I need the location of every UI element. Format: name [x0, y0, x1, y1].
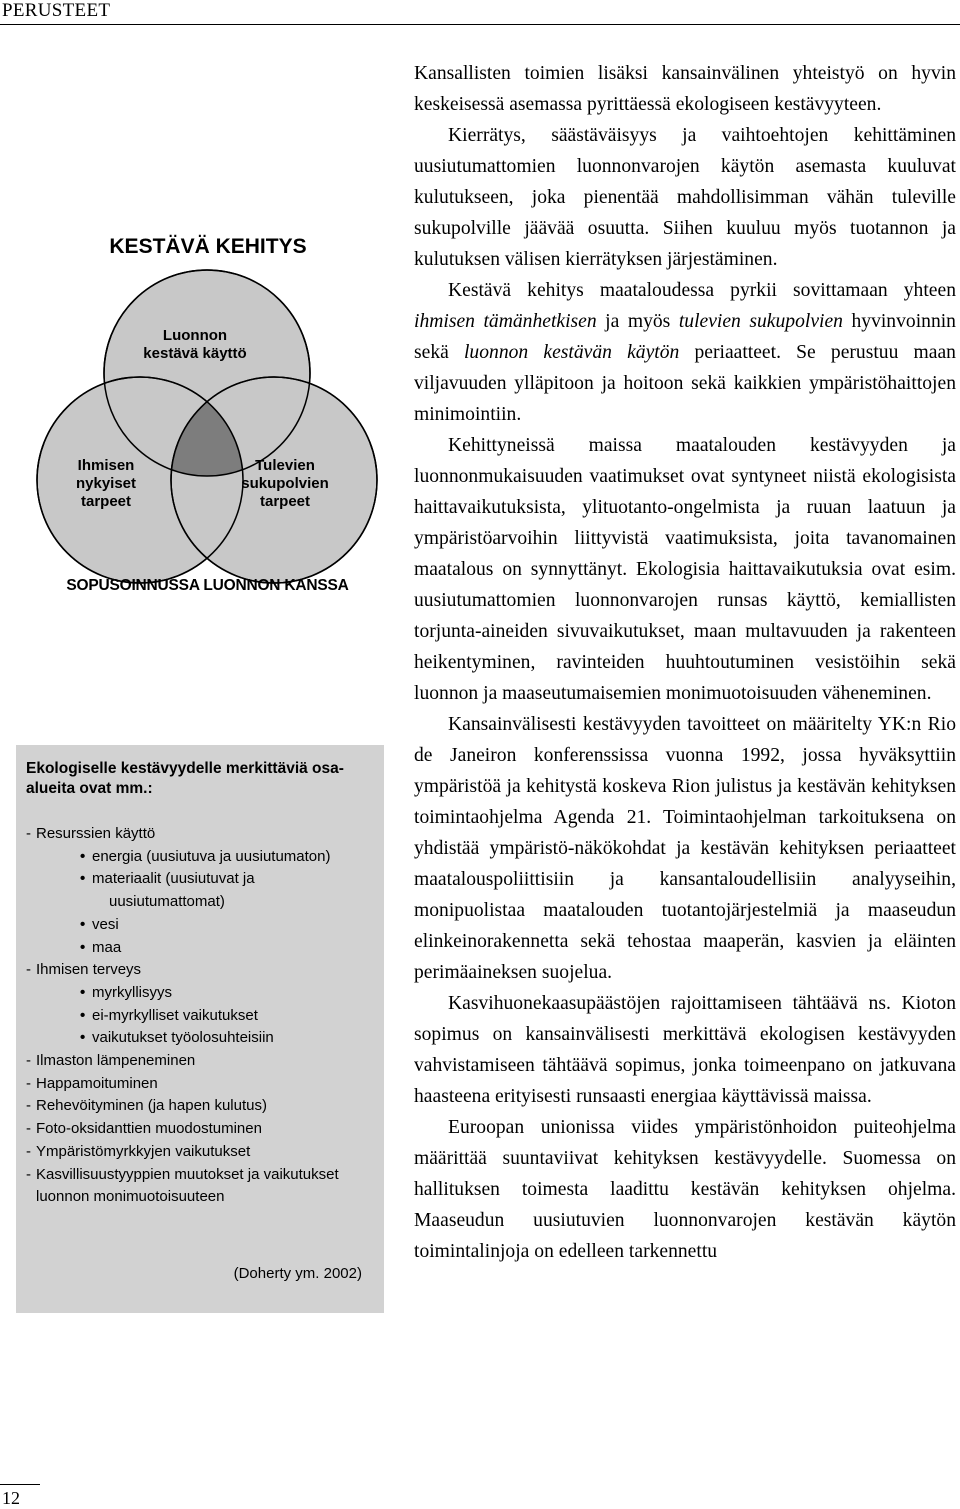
- info-box-list-item: [26, 846, 374, 869]
- venn-title: KESTÄVÄ KEHITYS: [109, 235, 307, 258]
- section-label: PERUSTEET: [2, 0, 111, 21]
- footer-rule: [0, 1484, 40, 1486]
- info-box-list-text: vaikutukset työolosuhteisiin: [92, 1029, 274, 1047]
- info-box-list-item: [26, 1073, 374, 1096]
- venn-label-left: Ihmisen nykyiset tarpeet: [75, 457, 137, 510]
- paragraph: Kierrätys, säästäväisyys ja vaihtoehtojen kehittäminen uusiutumattomien luonnonvarojen käytön asemasta kuuluvat kulutukseen, joka pienentää mahdollisimman vähän tuleville sukupolville jäävää osuutta. Siihen kuuluu myös tuotannon ja kulutuksen välisen kierrätyksen järjestäminen.: [414, 125, 956, 270]
- info-box-list-text: Foto-oksidanttien muodostuminen: [36, 1120, 262, 1138]
- info-box-list-text: Ihmisen terveys: [36, 961, 142, 979]
- bullet-icon: •: [80, 870, 86, 888]
- venn-label-right: Tulevien sukupolvien tarpeet: [241, 457, 329, 510]
- bullet-icon: •: [80, 847, 86, 865]
- bullet-icon: •: [80, 938, 86, 956]
- info-box-list-item: [26, 937, 374, 960]
- info-box-list-item: [26, 1141, 374, 1164]
- info-box-list-text: ei-myrkylliset vaikutukset: [92, 1006, 258, 1024]
- venn-label-top: Luonnon kestävä käyttö: [143, 327, 247, 362]
- info-box-list-item: [26, 982, 374, 1005]
- dash-marker: -: [26, 1120, 31, 1138]
- info-box-list-text: luonnon monimuotoisuuteen: [36, 1188, 225, 1206]
- paragraph: Kansallisten toimien lisäksi kansainvälinen yhteistyö on hyvin keskeisessä asemassa pyrittäessä ekologiseen kestävyyteen.: [414, 63, 956, 115]
- bullet-icon: •: [80, 1029, 86, 1047]
- info-box-list-item: [26, 914, 374, 937]
- info-box-list-item: [26, 1118, 374, 1141]
- info-box-list-text: maa: [92, 938, 122, 956]
- info-box-list-text: Rehevöityminen (ja hapen kulutus): [36, 1097, 267, 1115]
- paragraph: Kansainvälisesti kestävyyden tavoitteet on määritelty YK:n Rio de Janeiron konferenssissa vuonna 1992, jossa hyväksyttiin ympäristöä ja kehitystä koskeva Rion julistus ja kestävän kehityksen toimintaohjelma Agenda 21. Toimintaohjelman tarkoituksena on yhdistää ympäristö-näkökohdat ja kestävän kehityksen periaatteet maatalouspoliittisiin ja kansantaloudellisiin analyyseihin, monipuolistaa maatalouden tuotantojärjestelmiä ja maaseudun elinkeinorakennetta sekä tehostaa maaperän, kasvien ja eläinten perimäaineksen suojelua.: [414, 714, 956, 983]
- venn-circles: [30, 225, 385, 605]
- dash-marker: -: [26, 1142, 31, 1160]
- info-box-list-item: [26, 823, 374, 846]
- venn-caption: SOPUSOINNUSSA LUONNON KANSSA: [66, 577, 349, 594]
- bullet-icon: •: [80, 1006, 86, 1024]
- info-box-list-item: [26, 959, 374, 982]
- info-box-list-item: [26, 1095, 374, 1118]
- dash-marker: -: [26, 1052, 31, 1070]
- info-box-list-text: Resurssien käyttö: [36, 825, 156, 842]
- info-box-heading: Ekologiselle kestävyydelle merkittäviä osa- alueita ovat mm.:: [26, 760, 344, 797]
- info-box: [16, 745, 384, 1313]
- info-box-list-text: energia (uusiutuva ja uusiutumaton): [92, 847, 331, 865]
- info-box-list-item: [26, 868, 374, 891]
- paragraph: Kestävä kehitys maataloudessa pyrkii sovittamaan yhteen ihmisen tämänhetkisen ja myös tulevien sukupolvien hyvinvoinnin sekä luonnon kestävän käytön periaatteet. Se perustuu maan viljavuuden ylläpitoon ja hoitoon sekä kaikkien ympäristöhaittojen minimointiin.: [414, 280, 956, 425]
- info-box-list-text: vesi: [92, 915, 119, 933]
- header-rule: [0, 24, 960, 25]
- info-box-list: [26, 823, 374, 1209]
- dash-marker: -: [26, 1097, 31, 1115]
- info-box-citation: (Doherty ym. 2002): [233, 1265, 362, 1282]
- info-box-list-text: Kasvillisuustyyppien muutokset ja vaikutukset: [36, 1165, 339, 1183]
- info-box-list-text: uusiutumattomat): [109, 893, 225, 911]
- info-box-list-text: materiaalit (uusiutuvat ja: [92, 870, 255, 888]
- info-box-list-item: [26, 1050, 374, 1073]
- info-box-list-item: [26, 1186, 374, 1209]
- info-box-list-text: Ympäristömyrkkyjen vaikutukset: [36, 1142, 251, 1160]
- info-box-list-item: [26, 1027, 374, 1050]
- page-number: 12: [2, 1488, 20, 1508]
- paragraph: Kehittyneissä maissa maatalouden kestävyyden ja luonnonmukaisuuden vaatimukset ovat syntyneet niistä ekologisista haittavaikutuksista, ylituotanto-ongelmista ja ruuan laatuun ja ympäristöarvoihin liittyvistä vaatimuksista, joita tavanomainen maatalous on synnyttänyt. Ekologisia haittavaikutuksia ovat esim. uusiutumattomien luonnonvarojen runsas käyttö, kemiallisten torjunta-aineiden sivuvaikutukset, maan multavuuden ja rakenteen heikentyminen, ravinteiden huuhtoutuminen vesistöihin sekä luonnon ja maaseutumaisemien monimuotoisuuden väheneminen.: [414, 435, 956, 704]
- info-box-list-text: Happamoituminen: [36, 1074, 158, 1092]
- bullet-icon: •: [80, 915, 86, 933]
- venn-diagram: [30, 225, 385, 605]
- dash-marker: -: [26, 825, 31, 842]
- info-box-list-text: myrkyllisyys: [92, 983, 172, 1001]
- info-box-list-item: [26, 1005, 374, 1028]
- info-box-list-item: [26, 1164, 374, 1187]
- body-text: [414, 58, 956, 1267]
- bullet-icon: •: [80, 983, 86, 1001]
- dash-marker: -: [26, 1165, 31, 1183]
- dash-marker: -: [26, 961, 31, 979]
- info-box-list-text: Ilmaston lämpeneminen: [36, 1052, 196, 1070]
- dash-marker: -: [26, 1074, 31, 1092]
- paragraph: Kasvihuonekaasupäästöjen rajoittamiseen tähtäävä ns. Kioton sopimus on kansainvälisesti merkittävä ekologisen kestävyyden vahvistamiseen tähtäävä sopimus, jonka toimeenpano on jatkuvana haasteena erityisesti runsaasti energiaa käyttävissä maissa.: [414, 993, 956, 1107]
- info-box-list-item: [26, 891, 374, 914]
- paragraph: Euroopan unionissa viides ympäristönhoidon puiteohjelma määrittää suuntaviivat kehityksen kestävyydelle. Suomessa on hallituksen toimesta laadittu kestävän kehityksen ohjelma. Maaseudun uusiutuvien luonnonvarojen kestävän käytön toimintalinjoja on edelleen tarkennettu: [414, 1117, 956, 1262]
